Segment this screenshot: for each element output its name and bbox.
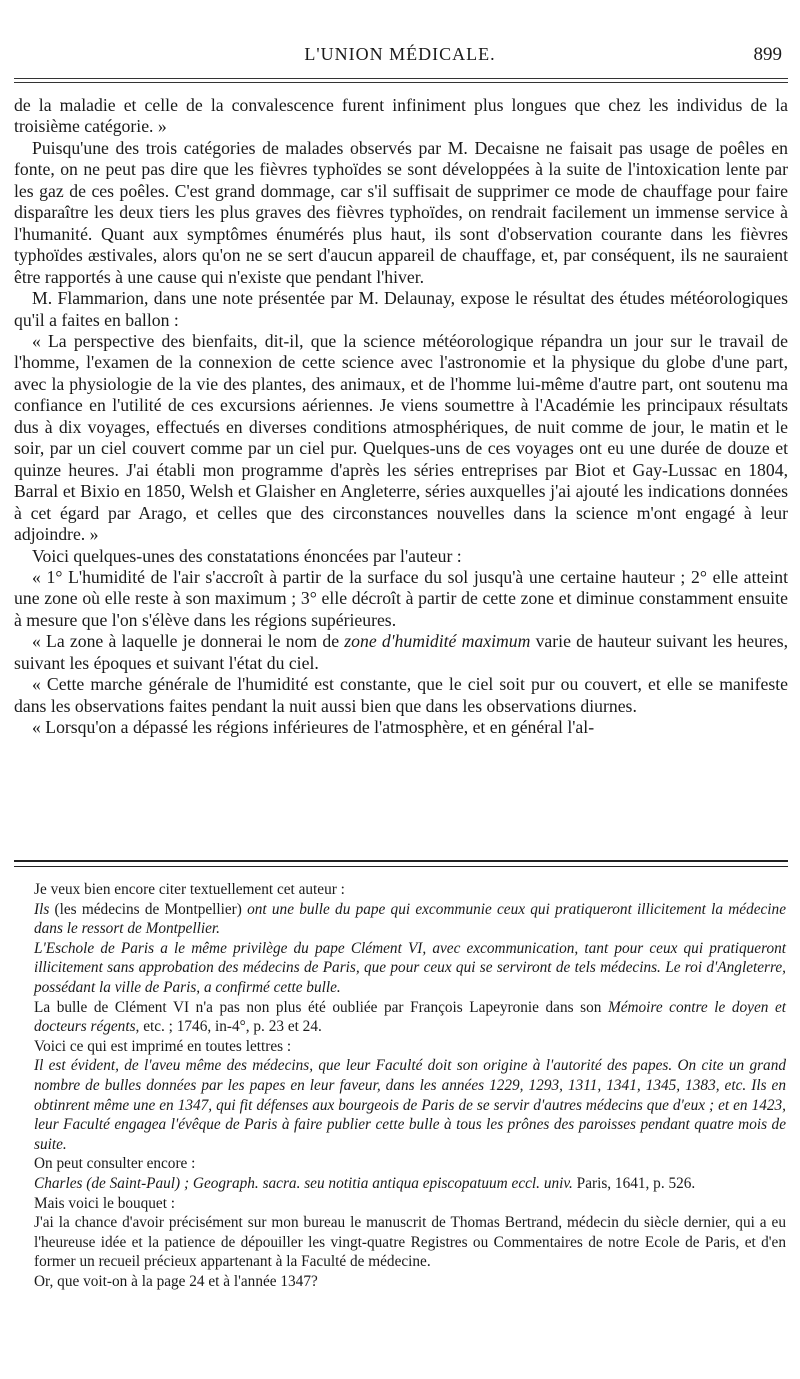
note: J'ai la chance d'avoir précisément sur mon bureau le manuscrit de Thomas Bertrand, médecin du siècle dernier, qui a eu l'heureuse idée et la patience de dépouiller les vingt-quatre Registres ou Commentaires de notre Ecole de Paris, et d'en former un recueil précieux appartenant à la Faculté de médecine. bbox=[34, 1214, 786, 1271]
running-header bbox=[14, 44, 786, 78]
paragraph: « Cette marche générale de l'humidité est constante, que le ciel soit pur ou couvert, et elle se manifeste dans les observations faites pendant la nuit aussi bien que dans les observations diurnes. bbox=[14, 674, 788, 716]
text: (les médecins de Montpellier) bbox=[49, 900, 248, 918]
header-rule bbox=[14, 78, 788, 83]
note: Mais voici le bouquet : bbox=[34, 1194, 176, 1212]
note: L'Eschole de Paris a le même privilège du pape Clément VI, avec excommunication, tant pour ceux qui pratiqueront illicitement sans approbation des médecins de Paris, que pour ceux qui se serviront de tels médecins. Le roi d'Angleterre, possédant la ville de Paris, a confirmé cette bulle. bbox=[34, 939, 786, 996]
note: On peut consulter encore : bbox=[34, 1155, 196, 1173]
page-number: 899 bbox=[753, 44, 782, 65]
emphasis: Ils bbox=[34, 900, 50, 918]
emphasis: Charles (de Saint-Paul) ; Geograph. sacra. seu notitia antiqua episcopatuum eccl. univ. bbox=[34, 1174, 573, 1192]
text: etc. ; 1746, in-4°, p. 23 et 24. bbox=[139, 1018, 322, 1036]
text: « La zone à laquelle je donnerai le nom de bbox=[32, 631, 345, 652]
emphasis: Mémoire contre le doyen et docteurs régents, bbox=[34, 998, 786, 1036]
paragraph: Voici quelques-unes des constatations énoncées par l'auteur : bbox=[32, 545, 462, 566]
paragraph: « La perspective des bienfaits, dit-il, que la science météorologique répandra un jour sur le travail de l'homme, l'examen de la connexion de cette science avec l'astronomie et la physique du globe d'une part, avec la physiologie de la vie des plantes, des animaux, et de l'homme lui-même d'autre part, ont soutenu ma confiance en l'utilité de ces excursions aériennes. Je viens soumettre à l'Académie les principaux résultats dus à dix voyages, effectués en diverses conditions atmosphériques, de nuit comme de jour, le matin et le soir, par un ciel couvert comme par un ciel pur. Quelques-uns de ces voyages ont eu une durée de douze et quinze heures. J'ai établi mon programme d'après les séries entreprises par Biot et Gay-Lussac en 1804, Barral et Bixio en 1850, Welsh et Glaisher en Angleterre, séries auxquelles j'ai ajouté les indications données à cet égard par Arago, et celles que des circonstances nouvelles dans la science m'ont engagé à leur adjoindre. » bbox=[14, 330, 788, 545]
main-text bbox=[14, 95, 788, 739]
footnote-rule bbox=[14, 860, 788, 867]
text: Paris, 1641, p. 526. bbox=[572, 1174, 696, 1192]
note: Voici ce qui est imprimé en toutes lettres : bbox=[34, 1037, 292, 1055]
note: Je veux bien encore citer textuellement cet auteur : bbox=[34, 881, 345, 898]
note bbox=[34, 998, 786, 1037]
emphasis: zone d'humidité maximum bbox=[344, 631, 531, 652]
paragraph: M. Flammarion, dans une note présentée par M. Delaunay, expose le résultat des études météorologiques qu'il a faites en ballon : bbox=[14, 288, 788, 330]
note bbox=[34, 1174, 786, 1194]
paragraph: « Lorsqu'on a dépassé les régions inférieures de l'atmosphère, et en général l'al- bbox=[32, 717, 595, 738]
text: La bulle de Clément VI n'a pas non plus été oubliée par François Lapeyronie dans son bbox=[34, 998, 608, 1016]
paragraph: de la maladie et celle de la convalescence furent infiniment plus longues que chez les individus de la troisième catégorie. » bbox=[14, 95, 788, 137]
note: Or, que voit-on à la page 24 et à l'année 1347? bbox=[34, 1272, 318, 1290]
paragraph: Puisqu'une des trois catégories de malades observés par M. Decaisne ne faisait pas usage de poêles en fonte, on ne peut pas dire que les fièvres typhoïdes se sont développées à la suite de l'intoxication lente par les gaz de ces poêles. C'est grand dommage, car s'il suffisait de supprimer ce mode de chauffage pour faire disparaître les deux tiers les plus graves des fièvres typhoïdes, on rendrait facilement un immense service à l'humanité. Quant aux symptômes énumérés plus haut, ils sont d'observation courante dans les fièvres typhoïdes æstivales, alors qu'on ne se sert d'aucun appareil de chauffage, et, par conséquent, ils ne sauraient être rapportés à une cause qui n'existe que pendant l'hiver. bbox=[14, 137, 788, 287]
paragraph: « 1° L'humidité de l'air s'accroît à partir de la surface du sol jusqu'à une certaine hauteur ; 2° elle atteint une zone où elle reste à son maximum ; 3° elle décroît à partir de cette zone et diminue constamment ensuite à mesure que l'on s'élève dans les régions supérieures. bbox=[14, 566, 788, 630]
footnotes bbox=[34, 880, 786, 1291]
journal-title: L'UNION MÉDICALE. bbox=[304, 44, 496, 64]
note bbox=[34, 900, 786, 939]
text: varie de hauteur suivant les heures, suivant les époques et suivant l'état du ciel. bbox=[14, 631, 788, 673]
note: Il est évident, de l'aveu même des médecins, que leur Faculté doit son origine à l'autorité des papes. On cite un grand nombre de bulles données par les papes en leur faveur, dans les années 1229, 1293, 1311, 1341, 1345, 1383, etc. Ils en obtinrent même une en 1347, qui fit défenses aux bourgeois de Paris de se servir d'autres médecins que d'eux ; et en 1423, leur Faculté engagea l'évêque de Paris à faire publier cette bulle à tous les prônes des paroisses pendant quatre mois de suite. bbox=[34, 1057, 786, 1153]
paragraph bbox=[14, 631, 788, 674]
emphasis: ont une bulle du pape qui excommunie ceux qui pratiqueront illicitement la médecine dans le ressort de Montpellier. bbox=[34, 900, 786, 938]
